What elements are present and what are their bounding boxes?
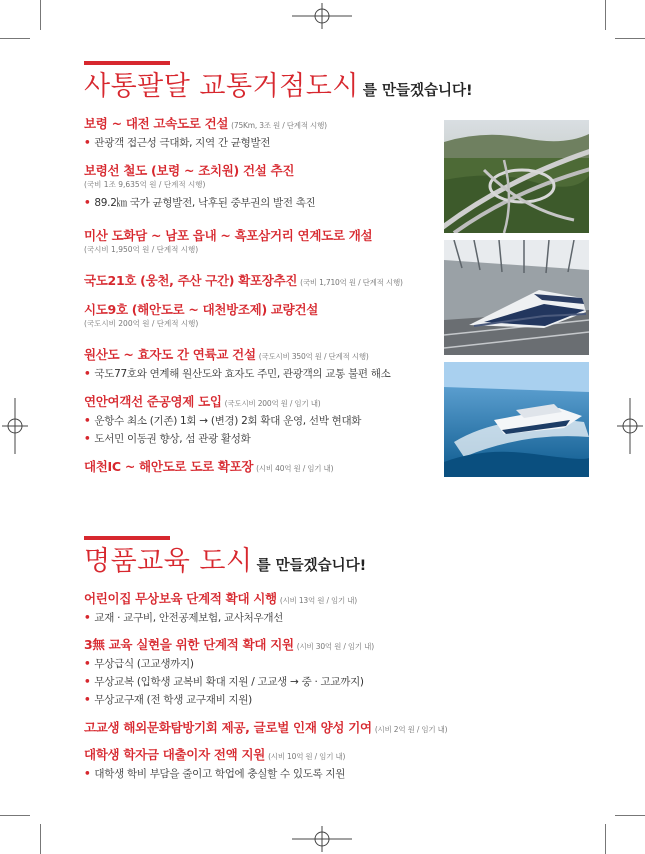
list-item: 보령선 철도 (보령 ~ 조치원) 건설 추진 (국비 1조 9,635억 원 / 단계적 시행) • 89.2㎞ 국가 균형발전, 낙후된 중부권의 발전 촉진: [84, 163, 316, 209]
section-title: 명품교육 도시 를 만들겠습니다!: [84, 546, 367, 577]
ktx-train-photo: [444, 240, 589, 355]
section-title: 사통팔달 교통거점도시 를 만들겠습니다!: [84, 71, 473, 102]
ferry-boat-photo: [444, 362, 589, 477]
crop-mark: [0, 38, 30, 39]
list-item: 보령 ~ 대전 고속도로 건설 (75Km, 3조 원 / 단계적 시행) • 관광객 접근성 극대화, 지역 간 균형발전: [84, 116, 327, 149]
crop-mark: [615, 815, 645, 816]
list-item: 국도21호 (웅천, 주산 구간) 확포장추진 (국비 1,710억 원 / 단계적 시행): [84, 273, 403, 288]
crop-mark: [0, 815, 30, 816]
list-item: 시도9호 (해안도로 ~ 대천방조제) 교량건설 (국도시비 200억 원 / 단계적 시행): [84, 302, 319, 328]
crop-mark: [615, 38, 645, 39]
registration-mark-icon: [617, 398, 643, 454]
highway-interchange-photo: [444, 120, 589, 233]
list-item: 연안여객선 준공영제 도입 (국도시비 200억 원 / 임기 내) • 운항수 최소 (기존) 1회 → (변경) 2회 확대 운영, 선박 현대화 • 도서민 이동권 향상, 섬 관광 활성화: [84, 394, 362, 445]
registration-mark-icon: [292, 826, 352, 852]
registration-mark-icon: [2, 398, 28, 454]
list-item: 미산 도화담 ~ 남포 읍내 ~ 흑포삼거리 연계도로 개설 (국시비 1,950억 원 / 단계적 시행): [84, 228, 373, 254]
crop-mark: [40, 0, 41, 30]
list-item: 어린이집 무상보육 단계적 확대 시행 (시비 13억 원 / 임기 내) • 교재 · 교구비, 안전공제보험, 교사처우개선: [84, 591, 358, 624]
crop-mark: [605, 824, 606, 854]
list-item: 고교생 해외문화탐방기회 제공, 글로벌 인재 양성 기여 (시비 2억 원 / 임기 내): [84, 720, 448, 735]
list-item: 3無 교육 실현을 위한 단계적 확대 지원 (시비 30억 원 / 임기 내) • 무상급식 (고교생까지) • 무상교복 (입학생 교복비 확대 지원 / 고교생 → 중 · 고교까지) • 무상교구재 (전 학생 교구재비 지원): [84, 637, 374, 706]
registration-mark-icon: [292, 3, 352, 29]
crop-mark: [40, 824, 41, 854]
list-item: 원산도 ~ 효자도 간 연륙교 건설 (국도시비 350억 원 / 단계적 시행) • 국도77호와 연계해 원산도와 효자도 주민, 관광객의 교통 불편 해소: [84, 347, 391, 380]
list-item: 대천IC ~ 해안도로 도로 확포장 (시비 40억 원 / 임기 내): [84, 459, 334, 474]
crop-mark: [605, 0, 606, 30]
list-item: 대학생 학자금 대출이자 전액 지원 (시비 10억 원 / 임기 내) • 대학생 학비 부담을 줄이고 학업에 충실할 수 있도록 지원: [84, 747, 346, 780]
